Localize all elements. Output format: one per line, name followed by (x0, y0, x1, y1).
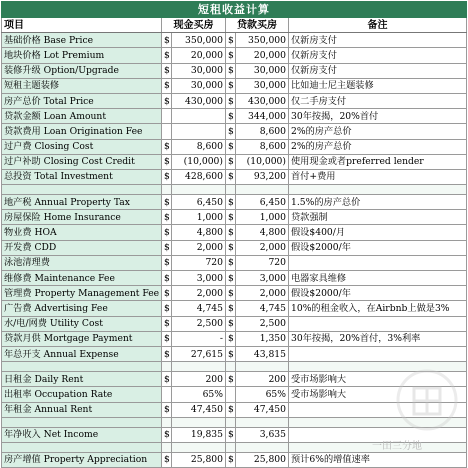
row-note: 1.5%的房产总价 (289, 195, 467, 210)
loan-value: 30,000 (236, 63, 289, 78)
loan-currency: $ (226, 63, 236, 78)
loan-value: 30,000 (236, 78, 289, 93)
cash-value: 30,000 (172, 78, 226, 93)
row-label: 总投资 Total Investment (2, 169, 162, 184)
row-note: 使用现金或者preferred lender (289, 154, 467, 169)
table-row (2, 33, 467, 48)
cash-currency: $ (162, 286, 172, 301)
loan-currency: $ (226, 78, 236, 93)
header-loan: 贷款买房 (226, 18, 289, 33)
table-row (2, 154, 467, 169)
spacer-cell (236, 442, 289, 452)
cash-value: - (172, 331, 226, 346)
spacer-cell (226, 185, 236, 195)
row-note (289, 346, 467, 361)
table-row (2, 93, 467, 108)
row-note: 仅新房支付 (289, 63, 467, 78)
table-row (2, 78, 467, 93)
table-row (2, 139, 467, 154)
row-note: 仅新房支付 (289, 33, 467, 48)
table-row (2, 195, 467, 210)
row-label: 过户补助 Closing Cost Credit (2, 154, 162, 169)
row-label: 日租金 Daily Rent (2, 372, 162, 387)
row-label: 开发费 CDD (2, 240, 162, 255)
cash-value (172, 124, 226, 139)
loan-currency: $ (226, 301, 236, 316)
watermark-text: 一田三分地 (372, 441, 422, 452)
loan-currency: $ (226, 271, 236, 286)
row-note: 假设$2000/年 (289, 240, 467, 255)
cash-value: 30,000 (172, 63, 226, 78)
spacer-cell (162, 362, 172, 372)
loan-value: 2,500 (236, 316, 289, 331)
cash-value: 2,500 (172, 316, 226, 331)
header-cash: 现金买房 (162, 18, 226, 33)
cash-currency: $ (162, 139, 172, 154)
table-row (2, 169, 467, 184)
cash-currency: $ (162, 78, 172, 93)
spacer-cell (172, 442, 226, 452)
loan-value: 3,635 (236, 427, 289, 442)
loan-currency: $ (226, 109, 236, 124)
cash-currency (162, 109, 172, 124)
loan-value: 200 (236, 372, 289, 387)
table-row (2, 271, 467, 286)
cash-currency: $ (162, 240, 172, 255)
table-row (2, 286, 467, 301)
row-label: 年租金 Annual Rent (2, 402, 162, 417)
table-row (2, 452, 467, 467)
header-note: 备注 (289, 18, 467, 33)
spacer-cell (226, 362, 236, 372)
loan-currency: $ (226, 169, 236, 184)
loan-currency: $ (226, 225, 236, 240)
row-label: 广告费 Advertising Fee (2, 301, 162, 316)
loan-value: 6,450 (236, 195, 289, 210)
row-label: 地产税 Annual Property Tax (2, 195, 162, 210)
loan-currency: $ (226, 124, 236, 139)
cash-value: 350,000 (172, 33, 226, 48)
loan-value: 4,745 (236, 301, 289, 316)
cash-currency: $ (162, 169, 172, 184)
row-label: 管理费 Property Management Fee (2, 286, 162, 301)
table-row (2, 301, 467, 316)
loan-value: 720 (236, 255, 289, 270)
loan-value: (10,000) (236, 154, 289, 169)
cash-currency: $ (162, 427, 172, 442)
loan-value: 8,600 (236, 139, 289, 154)
loan-currency: $ (226, 402, 236, 417)
row-note: 比如迪士尼主题装修 (289, 78, 467, 93)
cash-value: 65% (172, 387, 226, 402)
sheet-title: 短租收益计算 (2, 2, 467, 18)
spacer-row (2, 185, 467, 195)
row-label: 维修费 Maintenance Fee (2, 271, 162, 286)
cash-currency: $ (162, 346, 172, 361)
cash-currency (162, 387, 172, 402)
loan-value: 2,000 (236, 240, 289, 255)
cash-value: 4,800 (172, 225, 226, 240)
loan-currency: $ (226, 427, 236, 442)
cash-value: 4,745 (172, 301, 226, 316)
spacer-cell (172, 185, 226, 195)
row-note: 假设$400/月 (289, 225, 467, 240)
cash-value: 2,000 (172, 240, 226, 255)
loan-currency: $ (226, 452, 236, 467)
row-label: 年净收入 Net Income (2, 427, 162, 442)
loan-value: 65% (236, 387, 289, 402)
cash-value: 20,000 (172, 48, 226, 63)
cash-currency: $ (162, 93, 172, 108)
loan-value: 430,000 (236, 93, 289, 108)
cash-value: 47,450 (172, 402, 226, 417)
row-label: 基础价格 Base Price (2, 33, 162, 48)
cash-value (172, 109, 226, 124)
cash-currency: $ (162, 452, 172, 467)
loan-currency: $ (226, 286, 236, 301)
table-row (2, 331, 467, 346)
cash-currency (162, 124, 172, 139)
loan-currency: $ (226, 331, 236, 346)
loan-currency: $ (226, 139, 236, 154)
row-label: 装修升级 Option/Upgrade (2, 63, 162, 78)
loan-value: 93,200 (236, 169, 289, 184)
table-row (2, 109, 467, 124)
cash-value: 3,000 (172, 271, 226, 286)
spacer-cell (226, 417, 236, 427)
table-row (2, 124, 467, 139)
cash-currency: $ (162, 331, 172, 346)
loan-currency: $ (226, 316, 236, 331)
table-row (2, 225, 467, 240)
cash-currency: $ (162, 33, 172, 48)
cash-value: 430,000 (172, 93, 226, 108)
loan-currency (226, 387, 236, 402)
row-note: 受市场影响大 (289, 387, 467, 402)
loan-value: 25,800 (236, 452, 289, 467)
cash-currency: $ (162, 301, 172, 316)
spacer-cell (236, 362, 289, 372)
loan-currency: $ (226, 154, 236, 169)
spacer-cell (226, 442, 236, 452)
cash-value: 6,450 (172, 195, 226, 210)
row-note: 首付+费用 (289, 169, 467, 184)
cash-currency: $ (162, 372, 172, 387)
title-row (2, 2, 467, 18)
cash-currency: $ (162, 63, 172, 78)
spacer-cell (162, 442, 172, 452)
cash-currency: $ (162, 195, 172, 210)
row-note (289, 255, 467, 270)
cash-value: (10,000) (172, 154, 226, 169)
cash-value: 720 (172, 255, 226, 270)
header-item: 项目 (2, 18, 162, 33)
row-label: 泳池清理费 (2, 255, 162, 270)
loan-value: 3,000 (236, 271, 289, 286)
spacer-cell (162, 185, 172, 195)
spacer-cell (172, 362, 226, 372)
loan-value: 47,450 (236, 402, 289, 417)
cash-currency: $ (162, 255, 172, 270)
spacer-cell (289, 185, 467, 195)
row-label: 地块价格 Lot Premium (2, 48, 162, 63)
spacer-cell (172, 417, 226, 427)
spacer-cell (162, 417, 172, 427)
spacer-cell (2, 362, 162, 372)
spacer-cell (236, 185, 289, 195)
row-note: 10%的租金收入，在Airbnb上做是3% (289, 301, 467, 316)
loan-value: 350,000 (236, 33, 289, 48)
row-label: 年总开支 Annual Expense (2, 346, 162, 361)
spacer-cell (236, 417, 289, 427)
cash-value: 19,835 (172, 427, 226, 442)
cash-currency: $ (162, 210, 172, 225)
row-label: 贷款费用 Loan Origination Fee (2, 124, 162, 139)
row-label: 短租主题装修 (2, 78, 162, 93)
cash-value: 2,000 (172, 286, 226, 301)
row-note (289, 316, 467, 331)
field-logo-icon (395, 368, 459, 432)
row-note: 受市场影响大 (289, 372, 467, 387)
loan-currency: $ (226, 255, 236, 270)
table-row (2, 255, 467, 270)
loan-currency: $ (226, 372, 236, 387)
row-note: 电器家具维修 (289, 271, 467, 286)
cash-currency: $ (162, 48, 172, 63)
loan-currency: $ (226, 240, 236, 255)
cash-currency: $ (162, 154, 172, 169)
table-row (2, 48, 467, 63)
table-row (2, 240, 467, 255)
table-row (2, 63, 467, 78)
row-note: 2%的房产总价 (289, 139, 467, 154)
spacer-cell (2, 185, 162, 195)
loan-currency: $ (226, 33, 236, 48)
cash-value: 8,600 (172, 139, 226, 154)
loan-value: 2,000 (236, 286, 289, 301)
row-note: 预计6%的增值速率 (289, 452, 467, 467)
row-note: 30年按揭，20%首付，3%利率 (289, 331, 467, 346)
header-row (2, 18, 467, 33)
spacer-cell (2, 417, 162, 427)
cash-currency: $ (162, 225, 172, 240)
row-note: 仅新房支付 (289, 48, 467, 63)
loan-value: 20,000 (236, 48, 289, 63)
row-note: 30年按揭，20%首付 (289, 109, 467, 124)
loan-currency: $ (226, 93, 236, 108)
cash-value: 1,000 (172, 210, 226, 225)
row-note: 假设$2000/年 (289, 286, 467, 301)
row-label: 水/电/网费 Utility Cost (2, 316, 162, 331)
table-row (2, 346, 467, 361)
loan-value: 1,000 (236, 210, 289, 225)
table-row (2, 210, 467, 225)
row-label: 出租率 Occupation Rate (2, 387, 162, 402)
row-label: 房产总价 Total Price (2, 93, 162, 108)
cash-value: 428,600 (172, 169, 226, 184)
loan-value: 344,000 (236, 109, 289, 124)
cash-currency: $ (162, 316, 172, 331)
loan-value: 4,800 (236, 225, 289, 240)
row-label: 房屋保险 Home Insurance (2, 210, 162, 225)
cash-currency: $ (162, 271, 172, 286)
row-note: 2%的房产总价 (289, 124, 467, 139)
loan-currency: $ (226, 346, 236, 361)
loan-currency: $ (226, 48, 236, 63)
row-label: 贷款月供 Mortgage Payment (2, 331, 162, 346)
loan-currency: $ (226, 210, 236, 225)
cash-currency: $ (162, 402, 172, 417)
cash-value: 27,615 (172, 346, 226, 361)
loan-value: 43,815 (236, 346, 289, 361)
row-note: 贷款强制 (289, 210, 467, 225)
loan-value: 1,350 (236, 331, 289, 346)
row-label: 贷款金额 Loan Amount (2, 109, 162, 124)
loan-currency: $ (226, 195, 236, 210)
cash-value: 25,800 (172, 452, 226, 467)
spacer-cell (2, 442, 162, 452)
row-label: 房产增值 Property Appreciation (2, 452, 162, 467)
row-label: 物业费 HOA (2, 225, 162, 240)
row-label: 过户费 Closing Cost (2, 139, 162, 154)
row-note: 仅二手房支付 (289, 93, 467, 108)
table-row (2, 316, 467, 331)
cash-value: 200 (172, 372, 226, 387)
loan-value: 8,600 (236, 124, 289, 139)
